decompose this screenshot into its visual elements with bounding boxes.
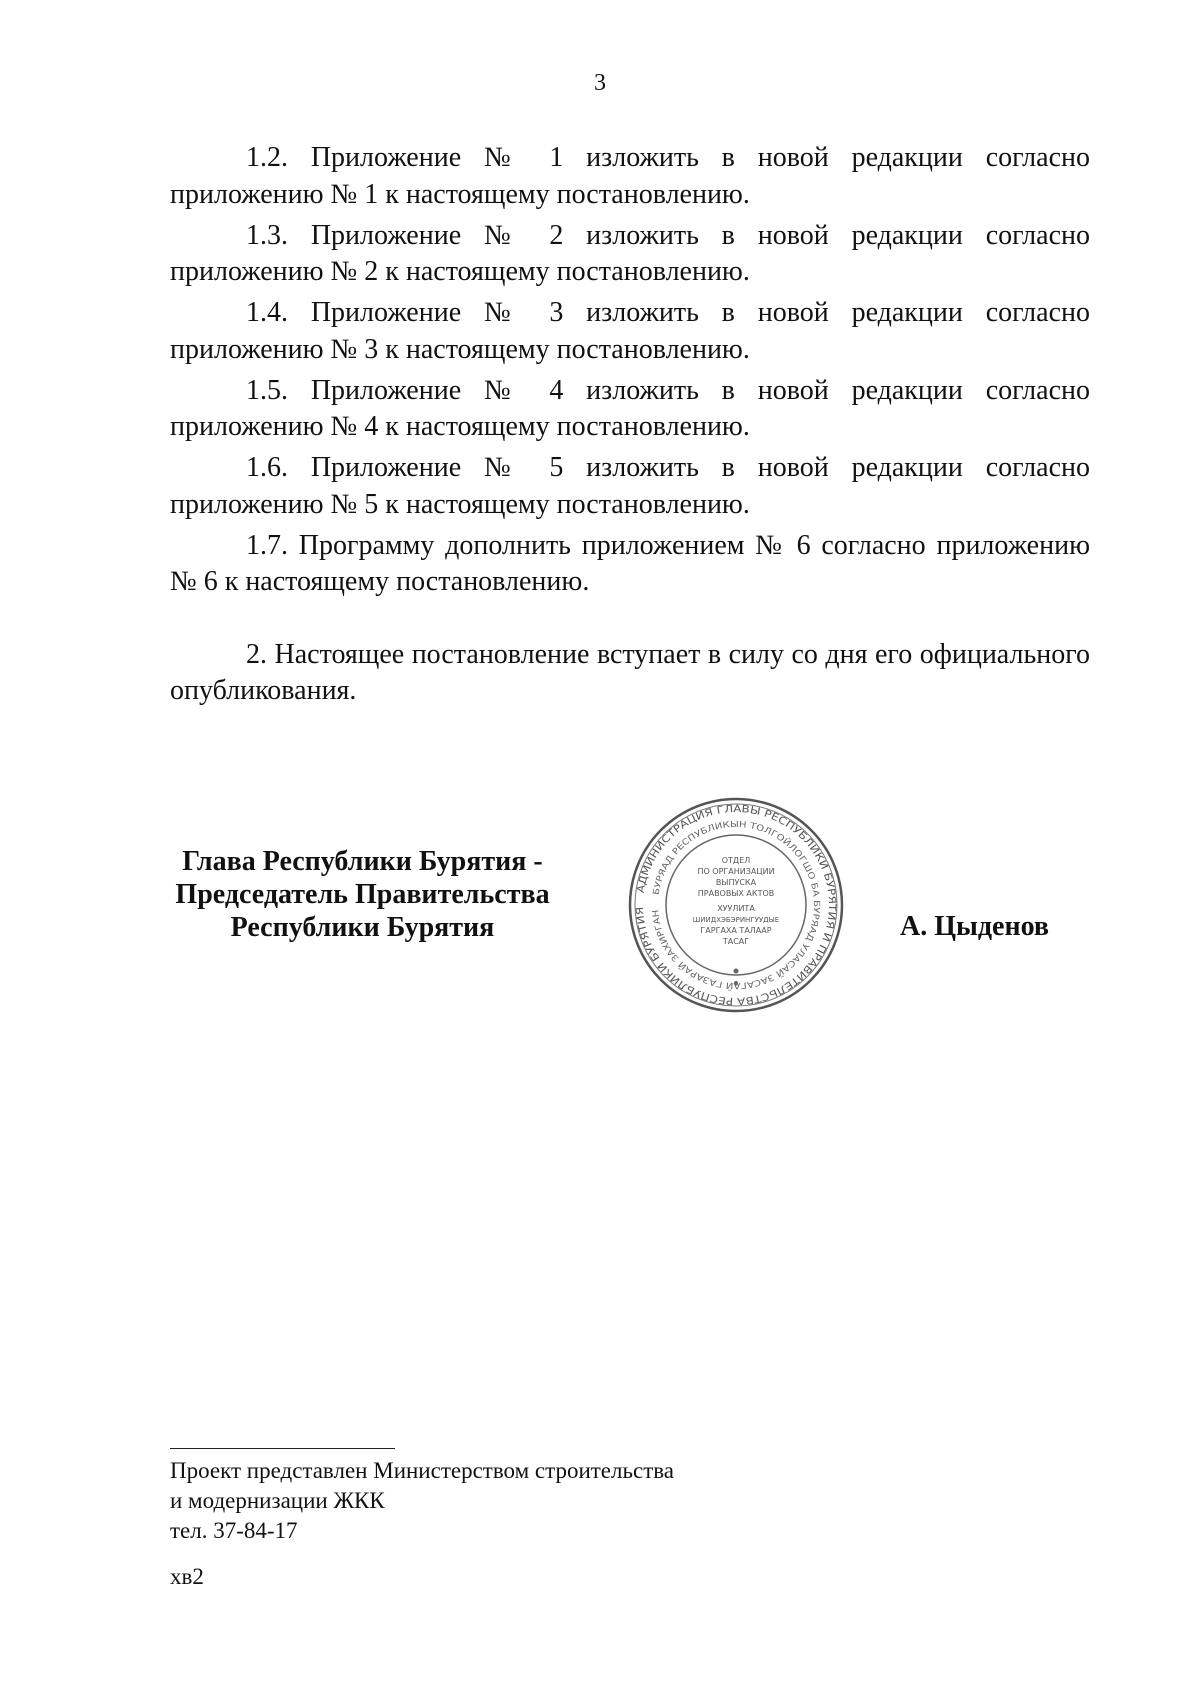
paragraph-2: 2. Настоящее постановление вступает в силу со дня его официального опубликования. (170, 638, 1090, 706)
signature-title (150, 845, 575, 944)
paragraph-1-2: 1.2. Приложение № 1 изложить в новой редакции согласно приложению № 1 к настоящему постановлению. (170, 142, 1090, 210)
footnote-divider (170, 1448, 395, 1449)
seal-dot (734, 969, 739, 974)
signatory-name: А. Цыденов (900, 911, 1050, 942)
seal-center-line: ГАРГАХА ТАЛААР (700, 926, 772, 935)
seal-center-line: ПРАВОВЫХ АКТОВ (697, 889, 775, 898)
signature-title-line: Председатель Правительства (175, 879, 550, 910)
seal-center-line: ШИИДХЭБЭРИНГУУДЫЕ (692, 916, 780, 924)
official-seal (626, 795, 846, 1015)
seal-center-line: ОТДЕЛ (721, 856, 751, 865)
page-number: 3 (594, 70, 606, 96)
paragraph-1-6: 1.6. Приложение № 5 изложить в новой редакции согласно приложению № 5 к настоящему постановлению. (170, 452, 1090, 520)
seal-center-line: ХУУЛИТА (717, 904, 755, 913)
seal-dot (734, 981, 738, 985)
document-body (170, 140, 1090, 714)
seal-center-line: ТАСАГ (722, 937, 750, 946)
seal-center-line: ПО ОРГАНИЗАЦИИ (697, 867, 775, 876)
footnote (170, 1456, 674, 1546)
signature-title-line: Республики Бурятия (230, 912, 495, 943)
footnote-line: тел. 37-84-17 (170, 1518, 298, 1543)
paragraph-1-3: 1.3. Приложение № 2 изложить в новой редакции согласно приложению № 2 к настоящему постановлению. (170, 219, 1090, 287)
signature-title-line: Глава Республики Бурятия - (182, 846, 543, 877)
footnote-line: Проект представлен Министерством строительства (170, 1458, 675, 1483)
seal-center-line: ВЫПУСКА (715, 878, 757, 887)
paragraph-1-7: 1.7. Программу дополнить приложением № 6 согласно приложению № 6 к настоящему постановлению. (170, 529, 1090, 597)
paragraph-1-5: 1.5. Приложение № 4 изложить в новой редакции согласно приложению № 4 к настоящему постановлению. (170, 374, 1090, 442)
document-code: хв2 (170, 1564, 204, 1589)
seal-ring-text-outer-path: АДМИНИСТРАЦИЯ ГЛАВЫ РЕСПУБЛИКИ БУРЯТИЯ И ПРАВИТЕЛЬСТВА РЕСПУБЛИКИ БУРЯТИЯ (635, 803, 838, 1007)
footnote-line: и модернизации ЖКК (170, 1488, 385, 1513)
paragraph-1-4: 1.4. Приложение № 3 изложить в новой редакции согласно приложению № 3 к настоящему постановлению. (170, 297, 1090, 365)
seal-ring-text-inner-path: БУРЯАД РЕСПУБЛИКЫН ТОЛГОЙЛОГШО БА БУРЯАД УЛАСАЙ ЗАСАГАЙ ГАЗАРАЙ ЗАХИРГАН (651, 819, 822, 991)
